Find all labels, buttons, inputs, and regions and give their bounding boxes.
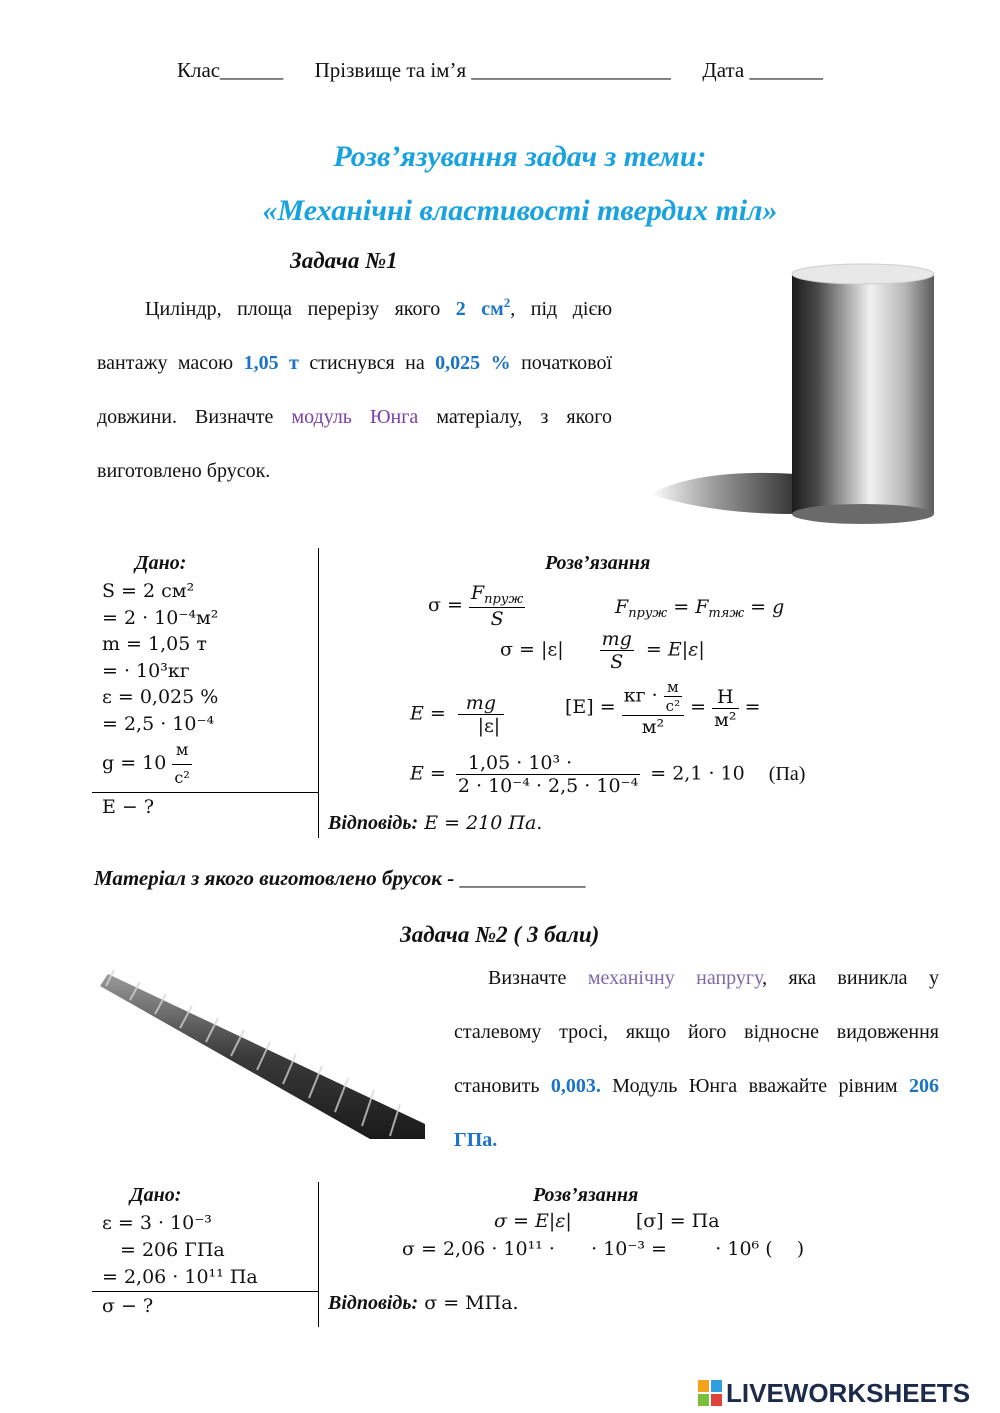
task1-find: E − ? xyxy=(102,796,155,818)
f3-unit-num-a: кг · xyxy=(623,684,658,707)
steel-rope-image xyxy=(100,964,425,1139)
task1-answer-value[interactable]: E = 210 Па. xyxy=(424,812,543,834)
f3-unit-n-frac xyxy=(712,686,738,731)
task2-f1: σ = E|ε| xyxy=(494,1210,572,1232)
task1-text-e: матеріалу, з якого виготовлено брусок. xyxy=(97,406,612,482)
f4-unit: (Па) xyxy=(768,762,806,785)
logo-text: LIVEWORKSHEETS xyxy=(726,1378,971,1408)
task1-text-b: , під дією вантажу масою xyxy=(97,298,613,374)
task1-given-item: S = 2 см² xyxy=(102,580,195,602)
task1-solution-heading: Розв’язання xyxy=(545,552,651,574)
title-line-2: «Механічні властивості твердих тіл» xyxy=(262,194,778,227)
task2-heading: Задача №2 ( 3 бали) xyxy=(400,922,600,947)
f2-frac xyxy=(600,628,634,673)
f4-frac xyxy=(456,752,640,797)
task1-area xyxy=(455,295,511,320)
task1-text-a: Циліндр, площа перерізу якого xyxy=(145,298,456,320)
task1-text-c: стиснувся на xyxy=(298,352,436,374)
f3-unit-frac xyxy=(622,678,684,738)
task1-given-item: ε = 0,025 % xyxy=(102,686,219,708)
f2-right: = E|ε| xyxy=(645,638,705,661)
f3-unit-n-den: м² xyxy=(714,708,737,731)
f1-left: σ = xyxy=(428,594,463,616)
f1-num-sub: пруж xyxy=(484,592,524,607)
task2-formula-2: σ = 2,06 · 10¹¹ · · 10⁻³ = · 10⁶ ( ) xyxy=(402,1238,805,1260)
f1-num: F xyxy=(470,582,485,604)
title-line-1: Розв’язування задач з теми: xyxy=(333,140,707,173)
task2-given-item: = 206 ГПа xyxy=(120,1239,225,1261)
task2-strain: 0,003. xyxy=(550,1075,601,1097)
class-field[interactable]: Клас______ xyxy=(177,58,284,82)
task1-area-sup: 2 xyxy=(503,295,511,310)
task1-g-unit-num: м xyxy=(172,737,191,765)
f2-den: S xyxy=(610,651,624,673)
task1-text-d: початкової довжини. Визначте xyxy=(97,352,613,428)
task1-given-item-g xyxy=(102,737,218,791)
f3-den: |ε| xyxy=(477,715,501,737)
task1-given-item: m = 1,05 т xyxy=(102,633,207,655)
cylinder-image xyxy=(640,262,940,530)
task2-modulus: 206 ГПа. xyxy=(454,1075,939,1151)
task1-g-unit xyxy=(172,737,191,791)
f1-den: S xyxy=(490,608,504,630)
f3-unit-den: м² xyxy=(641,716,665,738)
task1-area-value: 2 см xyxy=(455,298,504,320)
f3-unit-end: = xyxy=(744,696,761,718)
f4-den: 2 · 10⁻⁴ · 2,5 · 10⁻⁴ xyxy=(457,775,639,797)
task1-given-item: = 2,5 · 10⁻⁴ xyxy=(102,712,215,735)
task2-find: σ − ? xyxy=(102,1295,154,1317)
f2-num: mg xyxy=(601,628,632,650)
task1-given-heading: Дано: xyxy=(135,552,187,574)
f2-left: σ = |ε| xyxy=(500,638,564,661)
f3-unit-num xyxy=(622,678,684,716)
f1-frac xyxy=(469,582,525,630)
name-field[interactable]: Прізвище та ім’я ___________________ xyxy=(314,58,671,82)
task1-term: модуль Юнга xyxy=(291,406,419,428)
task1-answer-label: Відповідь: xyxy=(328,812,419,834)
task1-formula-3-units xyxy=(565,678,760,738)
task1-formula-1 xyxy=(428,582,525,630)
task1-strain: 0,025 % xyxy=(435,352,511,374)
f1-right-c: = g xyxy=(744,596,785,618)
task1-formula-2 xyxy=(500,628,705,673)
f1-right-a: F xyxy=(615,596,629,618)
task2-divider-vertical xyxy=(318,1182,319,1327)
task2-given-item: = 2,06 · 10¹¹ Па xyxy=(102,1266,258,1288)
task1-divider-vertical xyxy=(318,548,319,838)
task2-text xyxy=(454,951,939,1167)
f3-num: mg xyxy=(458,692,504,715)
task1-given-item: = · 10³кг xyxy=(102,659,190,682)
task1-mass: 1,05 т xyxy=(243,352,299,374)
f3-frac xyxy=(458,692,504,737)
task1-given-list xyxy=(102,578,218,791)
task2-solution-heading: Розв’язання xyxy=(533,1184,639,1206)
task2-given-list xyxy=(102,1210,258,1291)
f3-left: E = xyxy=(410,702,446,725)
task2-f1-unit: [σ] = Па xyxy=(635,1210,720,1232)
task2-given-heading: Дано: xyxy=(130,1184,182,1206)
task2-divider-horizontal xyxy=(92,1291,318,1292)
f3-unit-inner-den: с² xyxy=(665,697,681,715)
f3-unit-mid: = xyxy=(690,696,707,718)
task2-answer xyxy=(328,1292,519,1315)
logo-mark-icon xyxy=(698,1380,722,1406)
f4-left: E = xyxy=(410,762,446,785)
f4-num: 1,05 · 10³ · xyxy=(456,752,640,775)
task2-term: механічну напругу xyxy=(587,967,763,989)
task2-answer-label: Відповідь: xyxy=(328,1292,419,1314)
task1-formula-3 xyxy=(410,692,504,737)
task1-formula-1-right xyxy=(615,596,784,621)
task1-g-unit-den: с² xyxy=(174,767,190,787)
liveworksheets-logo xyxy=(698,1378,970,1409)
f1-right-b-sub: тяж xyxy=(708,606,745,621)
task1-formula-4 xyxy=(410,752,805,797)
task1-answer xyxy=(328,812,542,835)
f3-unit-left: [E] = xyxy=(565,696,616,718)
f3-unit-inner-frac xyxy=(664,678,682,715)
task1-material-blank[interactable]: ____________ xyxy=(454,866,586,890)
task2-text-b: , яка виникла у сталевому тросі, якщо його відносне видовження становить xyxy=(454,967,939,1097)
task1-given-item: = 2 · 10⁻⁴м² xyxy=(102,606,219,629)
date-field[interactable]: Дата _______ xyxy=(702,58,823,82)
task1-material-line xyxy=(94,866,585,891)
task1-given-g: g = 10 xyxy=(102,752,167,774)
task2-text-a: Визначте xyxy=(488,967,588,989)
task2-given-item: ε = 3 · 10⁻³ xyxy=(102,1212,212,1234)
task1-heading: Задача №1 xyxy=(290,248,398,273)
task1-material-label: Матеріал з якого виготовлено брусок - xyxy=(94,866,455,890)
f1-right-a-sub: пруж xyxy=(628,606,668,621)
task2-formula-1 xyxy=(494,1210,720,1232)
f3-unit-n-num: Н xyxy=(712,686,738,709)
f4-right: = 2,1 · 10 xyxy=(650,762,745,785)
f1-right-b: = F xyxy=(667,596,709,618)
task2-answer-value[interactable]: σ = МПа. xyxy=(424,1292,519,1314)
task1-divider-horizontal xyxy=(92,792,318,793)
task2-text-c: Модуль Юнга вважайте рівним xyxy=(600,1075,909,1097)
f3-unit-inner-num: м xyxy=(664,678,682,697)
header-line xyxy=(0,58,1000,83)
task1-text xyxy=(97,276,612,498)
